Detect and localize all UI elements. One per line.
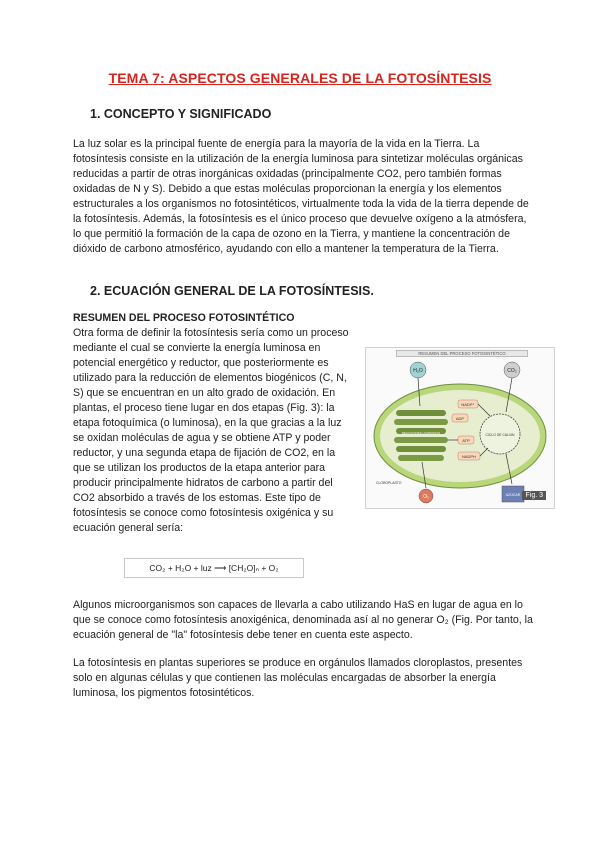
h2o-label: H₂O	[413, 368, 423, 374]
page-title: TEMA 7: ASPECTOS GENERALES DE LA FOTOSÍNTESIS	[108, 70, 492, 86]
paragraph-anoxigenica: Algunos microorganismos son capaces de llevarla a cabo utilizando HaS en lugar de agua en lo que se conoce como fotosíntesis anoxigénica, denominada así al no generar O₂ (Fig. Por tanto, la ecuación general de "la" fotosíntesis debe tener en cuenta este aspecto.	[73, 599, 533, 641]
equation-right: [CH₂O]ₙ + O₂	[228, 563, 279, 573]
equation-arrow: ⟶	[214, 563, 229, 573]
atp-label: ATP	[462, 438, 470, 443]
summary-paragraph: Otra forma de definir la fotosíntesis sería como un proceso mediante el cual se convierte la energía luminosa en potencial energético y reductor, que posteriormente es utilizado para la reducción de elementos biogénicos (C, N, S) que se encuentran en un alto grado de oxidación. En plantas, el proceso tiene lugar en dos etapas (Fig. 3): la etapa fotoquímica (o luminosa), en la que gracias a la luz se oxidan moléculas de agua y se obtiene ATP y poder reductor, y una segunda etapa de fijación de CO2, en la que se utilizan los productos de la etapa anterior para producir principalmente hidratos de carbono a partir del CO2 absorbido a través de los estomas. Este tipo de fotosíntesis se conoce como fotosíntesis oxigénica y su ecuación general sería:	[73, 327, 349, 534]
adp-label: ADP	[455, 416, 465, 421]
paragraph-concepto: La luz solar es la principal fuente de energía para la mayoría de la vida en la Tierra. La fotosíntesis consiste en la utilización de la energía luminosa para sintetizar moléculas orgánicas reducidas a partir de otras inorgánicas oxidadas (principalmente CO2, pero también formas oxidadas de N y S). Debido a que estas moléculas proporcionan la energía y los elementos estructurales a los organismos no fotosintéticos, virtualmente toda la vida de la tierra depende de la fotosíntesis. Además, la fotosíntesis es el único proceso que devuelve oxígeno a la atmósfera, lo que permitió la formación de la capa de ozono en la Tierra, y mantiene la concentración de dióxido de carbono atmosférico, ayudando con ello a mantener la temperatura de la Tierra.	[73, 138, 529, 255]
o2-label: O₂	[423, 494, 429, 500]
general-equation	[124, 558, 304, 578]
section-heading-concepto: 1. CONCEPTO Y SIGNIFICADO	[90, 107, 272, 121]
paragraph-cloroplastos: La fotosíntesis en plantas superiores se produce en orgánulos llamados cloroplastos, presentes solo en algunas células y que contienen las moléculas encargadas de absorber la energía luminosa, los pigmentos fotosintéticos.	[73, 657, 523, 699]
chloroplast-diagram	[366, 348, 554, 508]
sugar-label: AZÚCAR	[505, 493, 521, 497]
chloroplast-label: CLOROPLASTO	[376, 481, 402, 485]
co2-label: CO₂	[507, 368, 517, 374]
equation-left: CO₂ + H₂O + luz	[149, 563, 212, 573]
nadph-label: NADPH	[461, 454, 477, 459]
figure-title: RESUMEN DEL PROCESO FOTOSINTÉTICO	[396, 350, 528, 357]
photosynthesis-figure	[365, 347, 555, 509]
light-reactions-label: REACCIONES LUMINOSAS	[401, 431, 441, 435]
figure-label: Fig. 3	[522, 491, 546, 500]
calvin-label: CICLO DE CALVIN	[485, 433, 515, 437]
summary-subheading: RESUMEN DEL PROCESO FOTOSINTÉTICO	[73, 312, 295, 324]
section-heading-ecuacion: 2. ECUACIÓN GENERAL DE LA FOTOSÍNTESIS.	[90, 284, 374, 298]
summary-block	[73, 311, 353, 536]
nadp-label: NADP⁺	[461, 402, 475, 407]
